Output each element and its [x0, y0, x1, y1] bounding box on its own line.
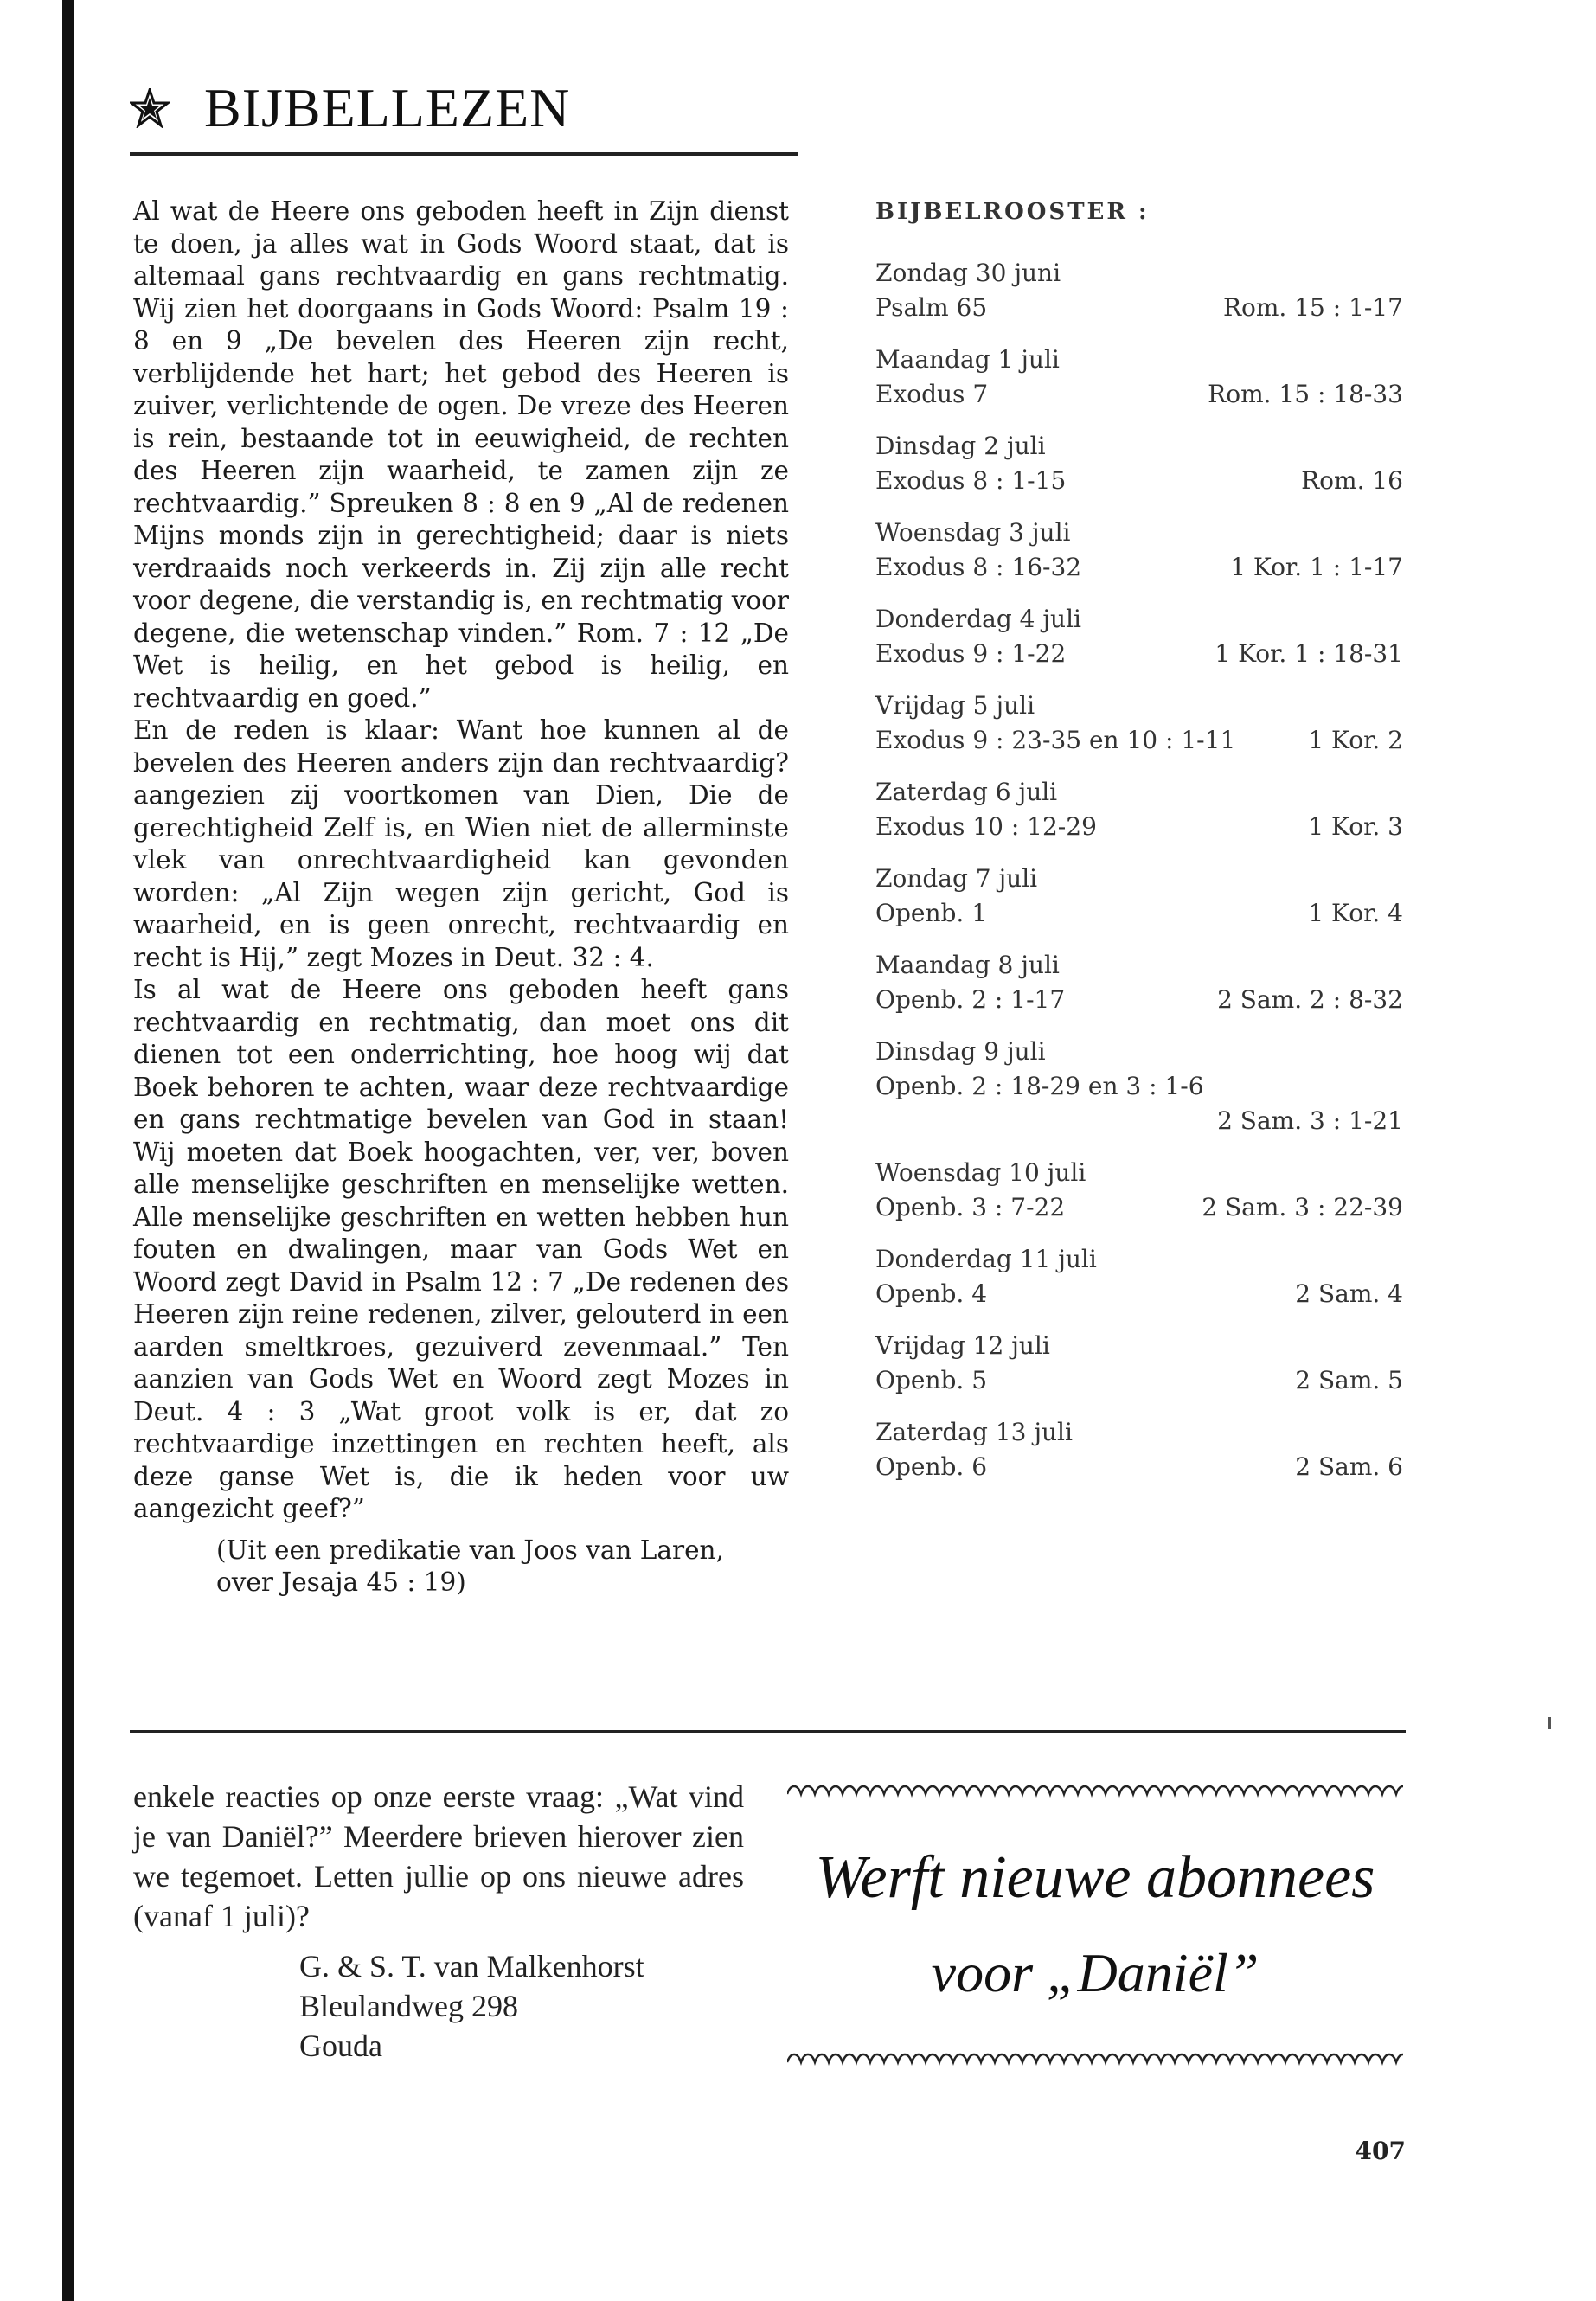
page-title: BIJBELLEZEN	[204, 77, 571, 138]
signature	[299, 1946, 744, 2066]
reading-second: 2 Sam. 2 : 8-32	[1217, 985, 1403, 1014]
reading-second: Rom. 15 : 18-33	[1208, 380, 1403, 408]
schedule-readings	[875, 1069, 1403, 1104]
schedule-date: Donderdag 11 juli	[875, 1245, 1097, 1273]
schedule-day	[875, 602, 1403, 671]
schedule-readings	[875, 1277, 1403, 1311]
reading-second: Rom. 16	[1301, 466, 1403, 495]
reading-second: 1 Kor. 1 : 18-31	[1215, 639, 1403, 668]
schedule-day	[875, 862, 1403, 931]
reading-old-testament: Openb. 5	[875, 1366, 988, 1394]
ornament-border-top	[787, 1782, 1403, 1806]
reading-second: 2 Sam. 4	[1295, 1279, 1403, 1308]
schedule-date: Vrijdag 12 juli	[875, 1331, 1050, 1360]
page-number: 407	[1355, 2137, 1406, 2165]
reading-second: 2 Sam. 3 : 22-39	[1202, 1193, 1403, 1221]
section-divider	[130, 1730, 1406, 1733]
reading-second: 2 Sam. 6	[1295, 1452, 1403, 1481]
signature-name: G. & S. T. van Malkenhorst	[299, 1949, 644, 1984]
schedule-readings	[875, 723, 1403, 758]
reading-old-testament: Psalm 65	[875, 293, 988, 322]
schedule-date: Maandag 8 juli	[875, 951, 1060, 979]
schedule-day	[875, 1329, 1403, 1398]
schedule-readings	[875, 896, 1403, 931]
schedule-title: BIJBELROOSTER :	[875, 199, 1150, 225]
schedule-date: Zaterdag 6 juli	[875, 778, 1058, 806]
schedule-date: Woensdag 3 juli	[875, 518, 1071, 547]
reading-old-testament: Openb. 3 : 7-22	[875, 1193, 1066, 1221]
ornament-border-bottom	[787, 2050, 1403, 2074]
reading-old-testament: Exodus 8 : 1-15	[875, 466, 1067, 495]
schedule-day	[875, 1242, 1403, 1311]
reading-second: 1 Kor. 2	[1308, 726, 1403, 754]
scan-mark	[1548, 1717, 1551, 1729]
reading-old-testament: Openb. 2 : 1-17	[875, 985, 1066, 1014]
schedule-day	[875, 429, 1403, 498]
page-binding-edge	[62, 0, 74, 2301]
reading-old-testament: Exodus 9 : 1-22	[875, 639, 1067, 668]
schedule-day	[875, 1156, 1403, 1225]
schedule-readings	[875, 810, 1403, 844]
schedule-readings	[875, 1450, 1403, 1484]
schedule-readings	[875, 291, 1403, 325]
reading-old-testament: Exodus 8 : 16-32	[875, 553, 1082, 581]
reading-old-testament: Exodus 7	[875, 380, 989, 408]
promo-headline: Werft nieuwe abonnees	[815, 1844, 1375, 1911]
bible-schedule	[875, 199, 1403, 1502]
article-paragraph: Al wat de Heere ons geboden heeft in Zijn dienst te doen, ja alles wat in Gods Woord staat, dat is altemaal gans rechtvaardig en gans rechtmatig. Wij zien het doorgaans in Gods Woord: Psalm 19 : 8 en 9 „De bevelen des Heeren zijn recht, verblijdende het hart; het gebod des Heeren is zuiver, verlichtende de ogen. De vreze des Heeren is rein, bestaande tot in eeuwigheid, de rechten des Heeren zijn waarheid, te zamen zijn ze rechtvaardig.” Spreuken 8 : 8 en 9 „Al de redenen Mijns monds zijn in gerechtigheid; daar is niets verdraaids noch verkeerds in. Zij zijn alle recht voor degene, die verstandig is, en rechtmatig voor degene, die wetenschap vinden.” Rom. 7 : 12 „De Wet is heilig, en het gebod is heilig, en rechtvaardig en goed.”	[133, 196, 789, 713]
reading-old-testament: Exodus 9 : 23-35 en 10 : 1-11	[875, 726, 1236, 754]
schedule-date: Zondag 30 juni	[875, 259, 1061, 287]
star-icon	[130, 88, 170, 128]
subscription-promo	[787, 1782, 1403, 2074]
reading-second: Rom. 15 : 1-17	[1222, 293, 1403, 322]
reading-old-testament: Openb. 1	[875, 899, 988, 927]
reading-old-testament: Openb. 2 : 18-29 en 3 : 1-6	[875, 1072, 1204, 1100]
schedule-date: Zaterdag 13 juli	[875, 1418, 1073, 1446]
article-paragraph: En de reden is klaar: Want hoe kunnen al de bevelen des Heeren anders zijn dan rechtvaardig? aangezien zij voortkomen van Dien, Die de gerechtigheid Zelf is, en Wien niet de allerminste vlek van onrechtvaardigheid kan gevonden worden: „Al Zijn wegen zijn gericht, God is waarheid, en is geen onrecht, rechtvaardig en recht is Hij,” zegt Mozes in Deut. 32 : 4.	[133, 715, 789, 972]
promo-subline: voor „Daniël”	[931, 1942, 1259, 2003]
schedule-date: Woensdag 10 juli	[875, 1158, 1086, 1187]
schedule-day	[875, 1415, 1403, 1484]
schedule-readings	[875, 983, 1403, 1017]
schedule-day	[875, 948, 1403, 1017]
schedule-date: Dinsdag 9 juli	[875, 1037, 1046, 1066]
schedule-readings	[875, 464, 1403, 498]
section-header	[130, 76, 570, 140]
schedule-date: Donderdag 4 juli	[875, 605, 1081, 633]
article-source: (Uit een predikatie van Joos van Laren, over Jesaja 45 : 19)	[216, 1535, 724, 1597]
reading-old-testament: Exodus 10 : 12-29	[875, 812, 1097, 841]
reader-reply	[133, 1777, 744, 2066]
reading-second: 2 Sam. 3 : 1-21	[1217, 1106, 1403, 1135]
reading-old-testament: Openb. 6	[875, 1452, 988, 1481]
signature-street: Bleulandweg 298	[299, 1989, 518, 2023]
schedule-day	[875, 256, 1403, 325]
sermon-article	[133, 195, 789, 1599]
reading-old-testament: Openb. 4	[875, 1279, 988, 1308]
schedule-readings	[875, 550, 1403, 585]
article-paragraph: Is al wat de Heere ons geboden heeft gans rechtvaardig en rechtmatig, dan moet ons dit dienen tot een onderrichting, hoe hoog wij dat Boek behoren te achten, waar deze rechtvaardige en gans rechtmatige bevelen van God in staan! Wij moeten dat Boek hoogachten, ver, ver, boven alle menselijke geschriften en menselijke wetten. Alle menselijke geschriften en wetten hebben hun fouten en dwalingen, maar van Gods Wet en Woord zegt David in Psalm 12 : 7 „De redenen des Heeren zijn reine redenen, zilver, gelouterd in een aarden smeltkroes, gezuiverd zevenmaal.” Ten aanzien van Gods Wet en Woord zegt Mozes in Deut. 4 : 3 „Wat groot volk is er, dat zo rechtvaardige inzettingen en rechten heeft, als deze ganse Wet is, die ik heden voor uw aangezicht geef?”	[133, 975, 789, 1523]
schedule-date: Vrijdag 5 juli	[875, 691, 1035, 720]
schedule-day	[875, 343, 1403, 412]
header-divider	[130, 152, 798, 156]
reply-text: enkele reacties op onze eerste vraag: „Wat vind je van Daniël?” Meerdere brieven hierover zien we tegemoet. Letten jullie op ons nieuwe adres (vanaf 1 juli)?	[133, 1779, 744, 1933]
reading-second: 2 Sam. 5	[1295, 1366, 1403, 1394]
schedule-readings	[875, 377, 1403, 412]
reading-second: 1 Kor. 3	[1308, 812, 1403, 841]
schedule-date: Zondag 7 juli	[875, 864, 1038, 893]
reading-second: 1 Kor. 1 : 1-17	[1230, 553, 1403, 581]
schedule-day	[875, 775, 1403, 844]
schedule-readings	[875, 1363, 1403, 1398]
reading-second: 1 Kor. 4	[1308, 899, 1403, 927]
schedule-day	[875, 689, 1403, 758]
schedule-date: Maandag 1 juli	[875, 345, 1060, 374]
schedule-date: Dinsdag 2 juli	[875, 432, 1046, 460]
schedule-day	[875, 1035, 1403, 1138]
schedule-readings	[875, 637, 1403, 671]
signature-city: Gouda	[299, 2029, 382, 2063]
schedule-day	[875, 516, 1403, 585]
schedule-readings	[875, 1190, 1403, 1225]
